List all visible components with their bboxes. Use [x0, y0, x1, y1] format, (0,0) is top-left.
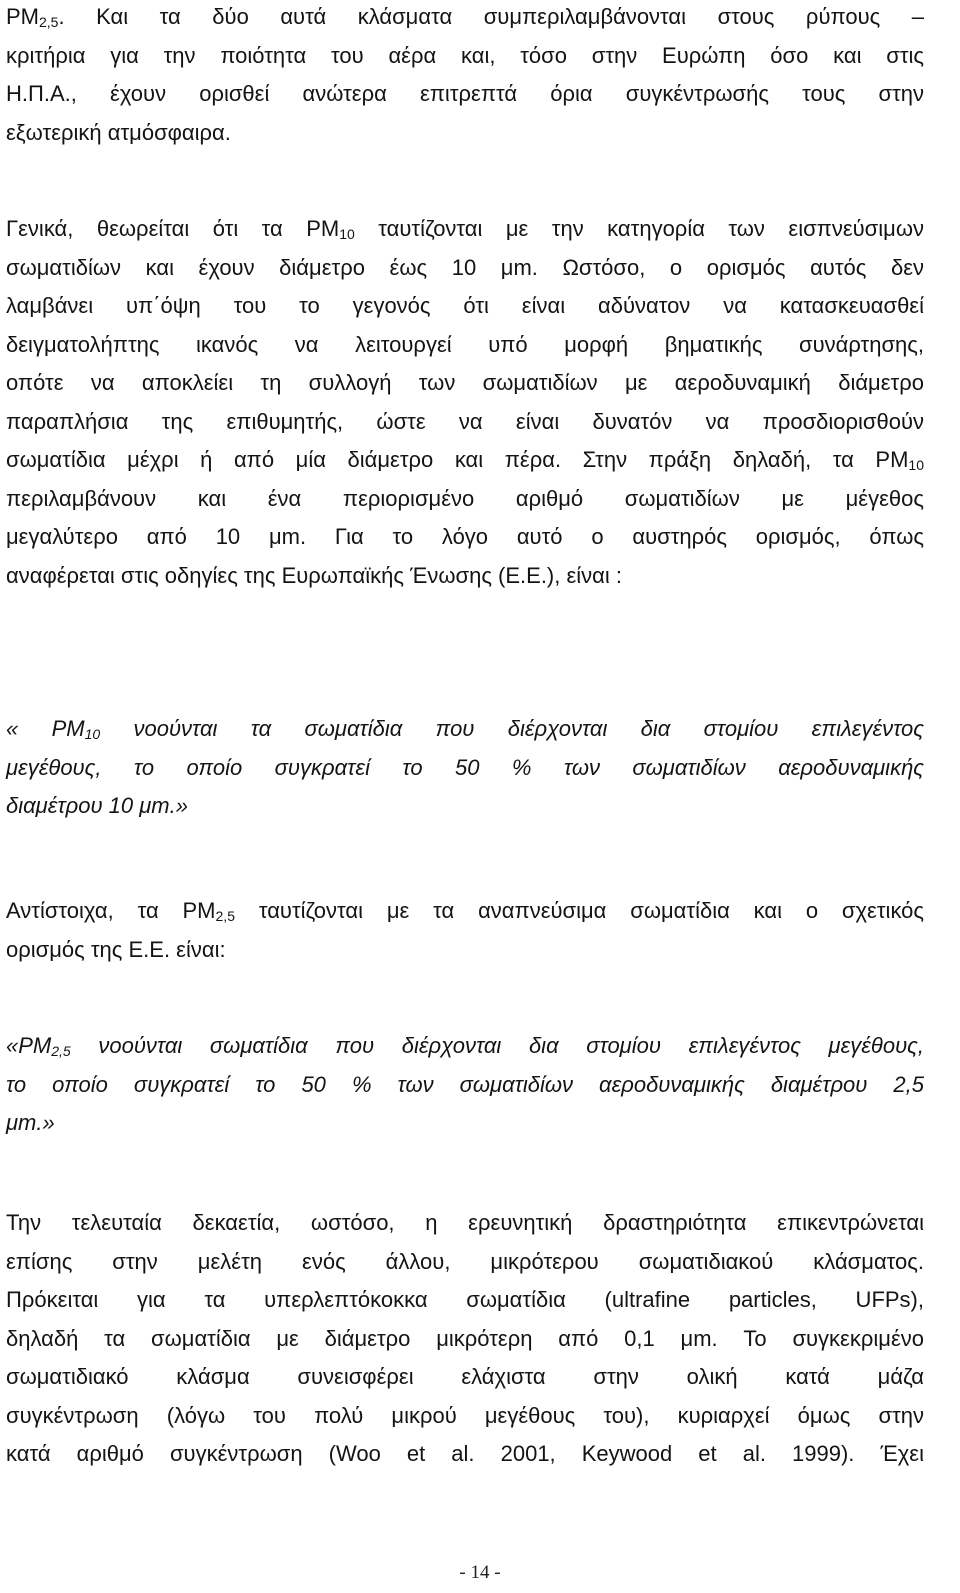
text-line: [6, 710, 924, 749]
text-run: συγκέντρωση (λόγω του πολύ μικρού μεγέθους του), κυριαρχεί όμως στην: [6, 1402, 924, 1428]
text-run: . Και τα δύο αυτά κλάσματα συμπεριλαμβάνονται στους ρύπους –: [58, 4, 924, 29]
text-line: [6, 326, 924, 365]
text-run: επίσης στην μελέτη ενός άλλου, μικρότερου σωματιδιακού κλάσματος.: [6, 1248, 924, 1274]
text-run: εξωτερική ατμόσφαιρα.: [6, 119, 231, 145]
text-run: δειγματολήπτης ικανός να λειτουργεί υπό μορφή βηματικής συνάρτησης,: [6, 331, 924, 357]
text-run: «PM: [6, 1033, 52, 1058]
text-line: [6, 1397, 924, 1436]
quote-pm25-eu-definition: [6, 1027, 924, 1143]
text-run: οπότε να αποκλείει τη συλλογή των σωματιδίων με αεροδυναμική διάμετρο: [6, 370, 924, 395]
text-line: [6, 441, 924, 480]
text-run: νοούνται σωματίδια που διέρχονται δια στομίου επιλεγέντος μεγέθους,: [70, 1033, 924, 1058]
text-line: [6, 1435, 924, 1474]
page-number: - 14 -: [459, 1562, 501, 1583]
paragraph-pm10-definition: [6, 210, 924, 595]
text-line: [6, 1066, 924, 1105]
text-run: κριτήρια για την ποιότητα του αέρα και, τόσο στην Ευρώπη όσο και στις: [6, 42, 924, 68]
text-line: [6, 1204, 924, 1243]
paragraph-ultrafine-particles: [6, 1204, 924, 1474]
text-run: Πρόκειται για τα υπερλεπτόκοκκα σωματίδια (ultrafine particles, UFPs),: [6, 1287, 924, 1312]
paragraph-pm25-definition: [6, 892, 924, 969]
text-run: ταυτίζονται με τα αναπνεύσιμα σωματίδια και ο σχετικός: [234, 898, 925, 923]
text-line: [6, 287, 924, 326]
text-line: [6, 787, 924, 826]
text-line: [6, 480, 924, 519]
text-run: σωματίδια μέχρι ή από μία διάμετρο και πέρα. Στην πράξη δηλαδή, τα PM: [6, 447, 909, 472]
text-line: [6, 1104, 924, 1143]
text-line: [6, 749, 924, 788]
text-run: μεγέθους, το οποίο συγκρατεί το 50 % των σωματιδίων αεροδυναμικής: [6, 754, 924, 780]
text-run: μεγαλύτερο από 10 μm. Για το λόγο αυτό ο αυστηρός ορισμός, όπως: [6, 524, 924, 549]
text-line: [6, 1027, 924, 1066]
subscript: 10: [84, 726, 101, 742]
text-run: περιλαμβάνουν και ένα περιορισμένο αριθμό σωματιδίων με μέγεθος: [6, 485, 924, 511]
text-run: κατά αριθμό συγκέντρωση (Woo et al. 2001, Keywood et al. 1999). Έχει: [6, 1441, 924, 1466]
subscript: 2,5: [215, 908, 235, 924]
text-run: ορισμός της Ε.Ε. είναι:: [6, 936, 226, 962]
text-line: [6, 403, 924, 442]
subscript: 10: [339, 226, 355, 242]
subscript: 2,5: [51, 1043, 71, 1059]
text-run: αναφέρεται στις οδηγίες της Ευρωπαϊκής Ένωσης (Ε.Ε.), είναι :: [6, 562, 623, 588]
text-run: Η.Π.Α., έχουν ορισθεί ανώτερα επιτρεπτά όρια συγκέντρωσής τους στην: [6, 81, 924, 106]
text-run: λαμβάνει υπ΄όψη του το γεγονός ότι είναι αδύνατον να κατασκευασθεί: [6, 293, 924, 318]
text-line: [6, 249, 924, 288]
text-line: [6, 892, 924, 931]
quote-pm10-eu-definition: [6, 710, 924, 826]
text-run: Αντίστοιχα, τα PM: [6, 898, 216, 923]
text-run: ταυτίζονται με την κατηγορία των εισπνεύσιμων: [354, 216, 924, 241]
text-line: [6, 1320, 924, 1359]
text-line: [6, 1281, 924, 1320]
text-line: [6, 0, 924, 37]
text-line: [6, 75, 924, 114]
text-line: [6, 557, 924, 596]
text-run: νοούνται τα σωματίδια που διέρχονται δια στομίου επιλεγέντος: [100, 716, 924, 741]
text-line: [6, 114, 924, 153]
text-run: Γενικά, θεωρείται ότι τα PM: [6, 216, 340, 241]
subscript: 10: [908, 457, 924, 473]
text-line: [6, 210, 924, 249]
text-run: PM: [6, 4, 39, 29]
text-line: [6, 364, 924, 403]
text-run: Την τελευταία δεκαετία, ωστόσο, η ερευνητική δραστηριότητα επικεντρώνεται: [6, 1210, 924, 1235]
text-run: δηλαδή τα σωματίδια με διάμετρο μικρότερη από 0,1 μm. Το συγκεκριμένο: [6, 1325, 924, 1351]
text-run: σωματιδιακό κλάσμα συνεισφέρει ελάχιστα στην ολική κατά μάζα: [6, 1364, 924, 1389]
text-run: διαμέτρου 10 μm.»: [6, 793, 188, 818]
subscript: 2,5: [39, 14, 59, 30]
text-line: [6, 1358, 924, 1397]
text-run: παραπλήσια της επιθυμητής, ώστε να είναι δυνατόν να προσδιορισθούν: [6, 408, 924, 434]
text-line: [6, 37, 924, 76]
text-line: [6, 1243, 924, 1282]
text-line: [6, 518, 924, 557]
text-run: μm.»: [6, 1110, 55, 1135]
text-run: « PM: [6, 716, 85, 741]
paragraph-pm25-criteria: [6, 0, 924, 152]
text-run: το οποίο συγκρατεί το 50 % των σωματιδίων αεροδυναμικής διαμέτρου 2,5: [6, 1071, 924, 1097]
text-run: σωματιδίων και έχουν διάμετρο έως 10 μm. Ωστόσο, ο ορισμός αυτός δεν: [6, 254, 924, 280]
text-line: [6, 931, 924, 970]
